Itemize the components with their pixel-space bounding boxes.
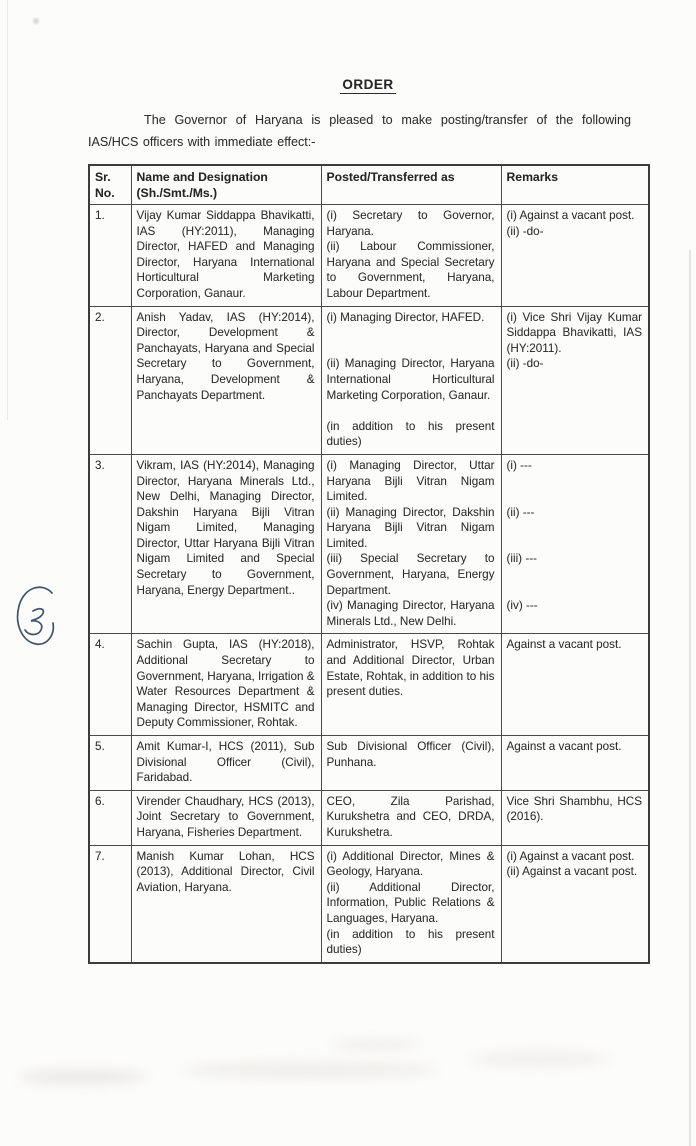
column-header: Name and Designation (Sh./Smt./Ms.) — [131, 165, 321, 205]
column-header: Posted/Transferred as — [321, 165, 501, 205]
column-header: Sr. No. — [89, 165, 131, 205]
cell-posted-transferred: (i) Additional Director, Mines & Geology, Haryana. (ii) Additional Director, Information, Public Relations & Languages, Haryana. (in addition to his present duties) — [321, 845, 501, 963]
cell-posted-transferred: Sub Divisional Officer (Civil), Punhana. — [321, 736, 501, 791]
cell-remarks: Vice Shri Shambhu, HCS (2016). — [501, 790, 649, 845]
cell-remarks: (i) Against a vacant post. (ii) -do- — [501, 205, 649, 307]
cell-remarks: (i) Against a vacant post. (ii) Against a vacant post. — [501, 845, 649, 963]
intro-paragraph: The Governor of Haryana is pleased to make posting/transfer of the following IAS/HCS officers with immediate effect:- — [88, 113, 631, 149]
cell-remarks: Against a vacant post. — [501, 736, 649, 791]
cell-remarks: Against a vacant post. — [501, 634, 649, 736]
cell-sr-no: 6. — [89, 790, 131, 845]
cell-name-designation: Amit Kumar-I, HCS (2011), Sub Divisional Officer (Civil), Faridabad. — [131, 736, 321, 791]
scan-smudge — [330, 1040, 420, 1050]
cell-name-designation: Sachin Gupta, IAS (HY:2018), Additional Secretary to Government, Haryana, Irrigation & Water Resources Department & Managing Director, HSMITC and Deputy Commissioner, Rohtak. — [131, 634, 321, 736]
cell-sr-no: 1. — [89, 205, 131, 307]
scan-smudge — [18, 1070, 148, 1084]
cell-name-designation: Virender Chaudhary, HCS (2013), Joint Secretary to Government, Haryana, Fisheries Department. — [131, 790, 321, 845]
cell-remarks: (i) Vice Shri Vijay Kumar Siddappa Bhavikatti, IAS (HY:2011). (ii) -do- — [501, 306, 649, 454]
cell-sr-no: 3. — [89, 454, 131, 634]
title-row — [88, 76, 648, 94]
table-row — [89, 845, 649, 963]
header-row — [89, 165, 649, 205]
cell-sr-no: 7. — [89, 845, 131, 963]
table-row — [89, 790, 649, 845]
scan-edge-artifact — [689, 250, 691, 1146]
table-row — [89, 306, 649, 454]
handwritten-circled-number — [12, 580, 66, 654]
scan-fleck — [33, 18, 39, 24]
cell-sr-no: 2. — [89, 306, 131, 454]
document-body — [88, 76, 648, 964]
cell-posted-transferred: CEO, Zila Parishad, Kurukshetra and CEO, DRDA, Kurukshetra. — [321, 790, 501, 845]
cell-sr-no: 5. — [89, 736, 131, 791]
cell-name-designation: Vijay Kumar Siddappa Bhavikatti, IAS (HY:2011), Managing Director, HAFED and Managing Director, Haryana International Horticultural Marketing Corporation, Ganaur. — [131, 205, 321, 307]
table-body — [89, 205, 649, 963]
cell-posted-transferred: (i) Managing Director, HAFED. (ii) Managing Director, Haryana International Horticultural Marketing Corporation, Ganaur. (in addition to his present duties) — [321, 306, 501, 454]
cell-sr-no: 4. — [89, 634, 131, 736]
cell-posted-transferred: Administrator, HSVP, Rohtak and Additional Director, Urban Estate, Rohtak, in addition to his present duties. — [321, 634, 501, 736]
scan-edge-artifact — [7, 0, 8, 420]
table-row — [89, 454, 649, 634]
table-row — [89, 736, 649, 791]
column-header: Remarks — [501, 165, 649, 205]
scan-smudge — [180, 1062, 440, 1078]
cell-name-designation: Vikram, IAS (HY:2014), Managing Director, Haryana Minerals Ltd., New Delhi, Managing Director, Dakshin Haryana Bijli Vitran Nigam Limited, Managing Director, Uttar Haryana Bijli Vitran Nigam Limited and Special Secretary to Government, Haryana, Energy Department.. — [131, 454, 321, 634]
table-row — [89, 205, 649, 307]
order-table — [88, 164, 650, 964]
document-title: ORDER — [342, 77, 394, 92]
cell-name-designation: Manish Kumar Lohan, HCS (2013), Additional Director, Civil Aviation, Haryana. — [131, 845, 321, 963]
cell-remarks: (i) --- (ii) --- (iii) --- (iv) --- — [501, 454, 649, 634]
table-row — [89, 634, 649, 736]
scan-smudge — [470, 1050, 610, 1068]
cell-posted-transferred: (i) Secretary to Governor, Haryana. (ii) Labour Commissioner, Haryana and Special Secretary to Government, Haryana, Labour Department. — [321, 205, 501, 307]
cell-posted-transferred: (i) Managing Director, Uttar Haryana Bijli Vitran Nigam Limited. (ii) Managing Director, Dakshin Haryana Bijli Vitran Nigam Limited. (iii) Special Secretary to Government, Haryana, Energy Department. (iv) Managing Director, Haryana Minerals Ltd., New Delhi. — [321, 454, 501, 634]
cell-name-designation: Anish Yadav, IAS (HY:2014), Director, Development & Panchayats, Haryana and Special Secretary to Government, Haryana, Development & Panchayats Department. — [131, 306, 321, 454]
